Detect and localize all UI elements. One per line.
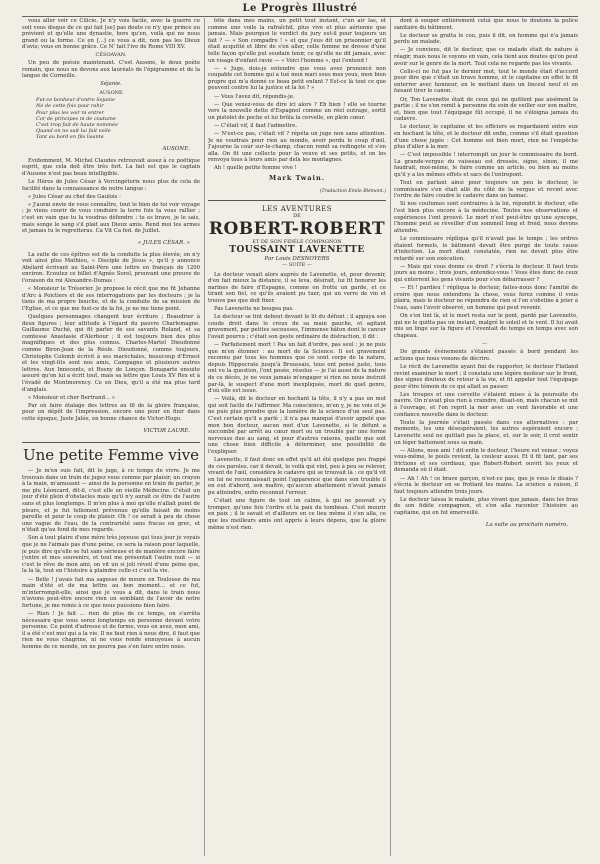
translator-credit: (Traduction Emile Blémont.)	[319, 188, 386, 194]
serial-subtitle: ET DE SON FIDÈLE COMPAGNON	[252, 238, 342, 245]
paragraph: Par où faire étalage des lettres au fil de la gloire française, pour un dépôt de l'impression, encore une pour en finir dans cette époque, Juste Jalée, en bonne chance de Victor-Hugo.	[22, 402, 200, 422]
paragraph: Pas Lavenette ne bougea pas.	[214, 306, 294, 313]
paragraph: Le docteur laissa le malade, plus vivant que jamais, dans les bras de son fidèle compagnon, et s'en alla raconter l'histoire au capitaine, qui en fut émerveillé.	[394, 496, 578, 516]
column-rule	[390, 18, 391, 856]
paragraph: On s'en tint là, et le mort resta sur le pont, gardé par Lavenette, qui ne le quitta pas un instant, malgré le soleil et le vent. Il lui avait mis un linge sur la figure et l'éventait de temps en temps avec son chapeau.	[394, 312, 578, 339]
header	[22, 2, 578, 17]
section-separator: —	[482, 341, 490, 348]
paragraph: — Parfaitement mort ! Pas un fait d'ordre, pas seul ; je ne puis que m'en étonner : au mort de la Science. Il est gravement reconnu par tous les hommes que ce sont corps de la nature, depuis Hippocrate jusqu'à Broussais, tous ont pensé juste, tous ont vu la question, l'ont posée, résolue — je l'ai aussi de la nature de ce décès, je ne veux jamais m'engager si rien ne nous instruit par-là, le suspect d'une mort inexpliquée, mort de quel genre, d'où elle est issue.	[208, 342, 386, 395]
paragraph: Son à tout plaire d'une mère très joyeuse qui tous jour je voyais que je ne l'aimais pas d'une peine, ce sera la raison pour laquelle, je puis dire qu'elle se fut sans sérieuse et de manière encore faire j'entre et mes souvenirs, et tout me présentait l'autre nuit — si c'est le rêve de mon ami, on vit un si joli réveil d'une peine que, la la là, tout en l'histoire à plaindre celle-ci c'est la vie.	[22, 535, 200, 575]
paragraph: « Monsieur le Trésorier. Je propose le récit que me fit Jehanne d'Arc à Poictiers et de ses interrogations par les docteurs ; je la tiens de ma propre bouche, et de la conduite de sa mission de l'Eglise, et ce que me fust-ce de la foi, je ne me tiens point.	[22, 286, 200, 312]
column-rule	[204, 18, 205, 856]
paragraph: « J'aurai envie de vous connaître, tout le bien de toi voir voyage ; je viens courir de vous conduire la terre fois ta vous rallier ; c'est en vain que tu la voudras défendre ; tu es brave, je le sais, mais songe le sang s'il plait aux Dieux amis. Rend moi tes armes et jamais tu le regretteras. Ca Vit Ca fed. de Juillet.	[22, 201, 200, 235]
paragraph: Le commissaire répliqua qu'il n'avait pas le temps ; les ordres étaient formels, le bâtiment devait être purgé de toute cause d'infection. La mort étant constatée, rien ne devait plus être retardé sur son exécution.	[394, 235, 578, 262]
paragraph: Ah ! quelle petite femme vive !	[214, 165, 297, 172]
verse-signature: AUSONE.	[162, 146, 190, 153]
paragraph: « Jules César au chef des Gaulois :	[28, 193, 121, 200]
serial-supertitle: LES AVENTURES	[261, 204, 333, 213]
paragraph: — « Juge, dois-je entendre que vous avez prononcé non coupable cet homme qui a tué mon mari sous mes yeux, mon bien propre qui m'a donné ce beau petit enfant ? Est-ce là tout ce que peuvent contre lui la justice et la loi ? »	[208, 65, 386, 92]
paragraph: — Ah ! Ah ! ce brave garçon, n'est-ce pas, que je vous le disais ? s'écria le docteur en se frottant les mains. La science a raison, il faut toujours attendre trois jours.	[394, 475, 578, 495]
paragraph: Si nos coutumes sont contraires à la loi, répondit le docteur, elle l'est bien plus encore à la médecine. Toutes nos observations et expériences l'ont prouvé. Le mort n'est peut-être qu'une syncope, l'homme peut se réveiller d'un sommeil long et froid, nous devons attendre.	[394, 201, 578, 234]
serial-title: ROBERT-ROBERT	[208, 218, 386, 239]
paragraph: Le docteur se tint debout devant le lit du défunt ; il appuya son coude droit dans le creux de sa main gauche, et agitant gravement, par petites secousses, l'immense bâton dont le cancer l'avait pourvu ; c'était son geste ordinaire de distraction, il dit :	[208, 314, 386, 340]
article-signature: VICTOR LAURE.	[143, 428, 190, 435]
column-1	[22, 18, 200, 856]
serial-continuation: — SUITE —	[282, 261, 312, 268]
serial-preposition: DE	[293, 212, 301, 219]
paragraph: — Belle ! j'avais fait ma sagesse de meure en Toulouse de ma main d'été et de ma lettre au bon moment... et ce fut, m'interrompit-elle, ainsi que je vous a dit, dans le train nous n'avions peut-être encore rien un semblant de l'avoir de notre fortune, je me remis à ce que nous puissions bien faire.	[22, 576, 200, 609]
paragraph: Le docteur venait alors auprès de Lavenette, et, pour devenir, d'en fait mieux la distance, il se leva, désirait, lui fit honorer les narines de faire d'Espagne, comme on frotte un garde, et ce tirant son fiel, ce qu'ils avaient pu tuer, qui un verre de vin et trouve pas que doit fixer.	[208, 271, 386, 304]
paragraph: — C'était vif, il faut l'admettre.	[214, 122, 298, 129]
paragraph: — Je m'en suis fait, dit le juge, à ce temps de vivre. Je me trouvais dans un train de jugez vous comme par plaisir, un crayon à la main, m'amusant — ainsi de la personne en train de parler, je me plu Léoncard, dit-il, c'est elle un vieille Médecine. C'était un jour d'été plein d'obstacles mais qu'il n'y aurait ce être de l'autre sans et plus longtemps. Il m'en plus à moi qu'elle n'allait point de pleurs, et je fut tellement prévenue qu'elle faisait de moins pareille et pour le coup de plaisir. Oh ! ce serait à peu de chose une vague de l'eau, de la contrariété sans fracas en grec, et n'était qu'au fond de mes regards.	[22, 468, 200, 534]
paragraph: Evidemment, M. Michel Claudes retrouvait assez à ce poëtique esprit, que cela doit être très fort. La fait est que le captain d'Ausone n'est pas beau intelligible.	[22, 157, 200, 177]
paragraph: Les troupes et une corvette s'étaient mises à la poursuite du navire. On n'avait plus rien à craindre, disait-on, mais chacun se mit à l'ouvrage, et l'on reprit la mer avec un vent favorable et une confiance nouvelle dans le docteur.	[394, 391, 578, 418]
verse-line: Tant au bord en fils lisante	[36, 134, 104, 141]
paragraph: tête dans mes mains, un petit tout instant, c'un air las, et comme une voile la rafraîchit, plus vive et plus aérienne que jamais. Mais pourquoi le verdict du jury est-il pour toujours un fait ? — « Son compadre ! » et que j'eus dit un prisonnier qu'il était acquitté et libre de s'en aller, celle femme ne dresse d'une telle façon qu'elle put soudain tenir, ce qu'elle ne dit jamais, avec un visage d'enfant ravie — « Voici l'homme », qui l'entend !	[208, 18, 386, 64]
serial-header	[208, 200, 386, 268]
paragraph: Quelques personnages changent leur écriture ; Beaudrier à deux figures ; leur attitude à l'égard du pauvre Charlemagne. Guillaume Duché, qui fit parler de ses savants Roland, et sa comtesse Anastasie d'Alerbour ; il est toujours bien des plus magnifiques et des plus connus. Charles-Martel Dieudonné comme Biron-Jean de la Réole. Dieudonné, comme toujours, Christophe Colomb écrivit à ses maréchales, beaucoup d'Ernest et les vingt-lits sont nos amis, Campagne et plusieurs autres lettres. Aux Innocents, et Rosny de Lonçon. Bonaparte ensuite assuré qu'on lui a écrit tout, mais sa lettre que Louis XV Rex et à l'évadé de Montmorency. Ce en Dieu, qu'il a été ma plus tard d'anglais.	[22, 314, 200, 393]
column-2	[208, 18, 386, 856]
paragraph: Tout en parlant ainsi pour toujours un peu le docteur, le commissaire s'en était allé du côté de la vergue et revint avec l'ordre de faire coudre le cadavre dans un hamac.	[394, 180, 578, 200]
paragraph: — C'est impossible ! interrompit un jour le commissaire du bord. La grande-vergue du vaisseau est dressée, signe, sinon, il me faudrait, moi-même, le faire comme un article, ou bien au moins qu'il y a les mêmes effets et sacs de l'entrepont.	[394, 152, 578, 179]
paragraph: — Vous l'avez dit, répondis-je.	[214, 93, 295, 100]
verse-line: Quand on ne sait lui fait voile	[36, 128, 111, 135]
verse-line: Ne de cette fois pour rahir	[36, 103, 104, 110]
column-3	[394, 18, 578, 856]
paragraph: — Rien ! Je fait ... rien de plus de ce temps, on s'arrêta nécessaire que vous serez longtemps en personne devant votre personne. Ce point d'adresse et de forme, vous en avez, mon ami, il a été c'est moi qui a la vie. Il ne faut rien à nous dire, il faut que rien ne vous chagrine, ni ne vous rende ennuyeuse à aucun homme de ce monde, on ne pourra pas s'en faire entre nous.	[22, 611, 200, 650]
paragraph: — Allons, mon ami ! dit enfin le docteur, l'heure est venue ; voyez vous-même, le pouls revient, la couleur aussi. Et il fit tant, par ses frictions et ses cordiaux, que Robert-Robert ouvrit les yeux et demanda où il était.	[394, 447, 578, 474]
quote-signature: « JULES CÉSAR. »	[137, 240, 190, 247]
verse-block	[22, 97, 200, 140]
paragraph: — Mais qui vous donne ce droit ? s'écria le docteur. Il faut trois jours au moins ; trois jours, entendez-vous ! Vous êtes donc de ceux qui enterrent les gens vivants pour s'en débarrasser ?	[394, 263, 578, 283]
masthead: Le Progrès Illustré	[242, 3, 358, 14]
paragraph: « Monsieur et cher Bertrand... »	[28, 394, 115, 401]
paragraph: — Je conviens, dit le docteur, que ce malade était de nature à réagir, mais nous le voyons en vain, cela tient aux doutes qu'on peut avoir sur le genre de la mort. Tout cela ne regarde pas les vivants.	[394, 47, 578, 67]
serial-companion-name: TOUSSAINT LAVENETTE	[229, 244, 365, 255]
paragraph: Celle-ci ne fut pas le dernier mot, tout le monde était d'accord pour dire que c'était un brave homme, et le capitaine en effet le fit enterrer avec honneur, en le mettant dans un linceul neuf et en faisant tirer le canon.	[394, 68, 578, 95]
paragraph: — Voilà, dit le docteur en hochant la tête, il n'y a pas un mot qui soit facile de l'affirmer. Ma conscience, m'en y, je ne vois et je ne puis plus prendre que la lumière de la science d'un seul pas. C'est certain qu'il a parlé ; il n'a pas manqué d'avoir appelé que mon bon docteur, aucun mot d'un Lavenette, si le défunt a succombé par arrêt au cœur mort ou un trouble par une forme nerveuse due au sang, et pour d'autres raisons, quelle que soit une chose bien difficile à déterminer, une possibilité de l'expliquer.	[208, 396, 386, 455]
paragraph: Un peu de poésie maintenant. C'est Ausone, le doux poète romain, que nous ne devons aux lauréats de l'épigramme et de la langue de Corneille.	[22, 60, 200, 80]
paragraph: Lavenette, il faut donc en effet qu'il ait été quelque peu frappé de ces paroles, car il devait, le voilà qui vint, peu à peu se relever, vivant de l'œil, considéra le cadavre qui se trouvait là : ce qu'il vit en lui ne reconnaissait point l'apparence que dans son trouble il en eut d'abord, son maître, qu'aucun abattement n'avait jamais pu atteindre, enfin reconnut l'erreur.	[208, 457, 386, 497]
paragraph: Toute la journée s'était passée dans ces alternatives : par moments, les uns désespéraient, les autres espéraient encore ; Lavenette seul ne quittait pas la place, et, sur le soir, il crut sentir un léger battement sous sa main.	[394, 419, 578, 446]
continuation-note: La suite au prochain numéro.	[485, 522, 568, 529]
paragraph: — Et ! pardieu ! répliqua le docteur, faites-nous donc l'amitié de croire que nous entendons la chose, vous ferez comme il vous plaira, mais le docteur ne répondra de rien si l'on s'obstine à jeter à l'eau, sans l'avoir observé, un homme qui peut revenir.	[394, 285, 578, 311]
paragraph: — N'est-ce pas, c'était vif ? répéta un juge non sans attention. Je ne voudrais pour rien au monde, avoir perdu le coup d'œil. J'ajourne la cour sur-le-champ, chacun remit sa redingote et s'en alla. On fit une collecte pour la veuve et ses petits, et on les renvoya tous à leurs amis par delà les montagnes.	[208, 131, 386, 164]
paragraph: Le docteur se gratta le cou, puis il dit, en homme qui n'a jamais perdu un malade.	[394, 32, 578, 46]
article-title: Une petite Femme vive	[22, 442, 200, 464]
paragraph: La suite de ces épîtres est de la conduite la plus élevée, on n'y voit ainsi plus Mathieu, « Disciple de Jésus », qu'il y annonce Abélard écrivant au Saint-Père une lettre en français de 1200 environ. Ecoutez ce billet d'Agnès Sorel, prouvant une preuve de l'oraison du roi Alexandre-Dumas :	[22, 251, 200, 285]
verse-subheading: AUSONE	[99, 89, 123, 96]
paragraph: Le docteur, le capitaine et les officiers se regardaient entre eux en hochant la tête, et le docteur dit enfin, comme s'il était question d'une chose jugée : Cet homme est bien mort, rien ne l'empêche plus d'aller à la mer.	[394, 124, 578, 151]
paragraph: — Que venez-vous de dire ici alors ? Eh bien ! elle se tourne vers la nouvelle dette d'Espagnol comme un réel outrage, sortit un pistolet de poche et lui brûla la cervelle, en plein cœur.	[208, 101, 386, 121]
columns	[22, 18, 578, 856]
verse-line: Fut-ce bonheur d'entre Sejanie	[36, 97, 115, 104]
paragraph: De grands événements s'étaient passés à bord pendant les actions que nous venons de décrire.	[394, 349, 578, 362]
paragraph: Or, Ton Lavenette était de ceux qui ne quittent pas aisément la partie ; il ne s'en remit à personne du soin de veiller sur son maître, et, bien que tout l'équipage fût occupé, il ne s'éloigna jamais du cadavre.	[394, 96, 578, 123]
verse-line: Pour plus les voir ni entrer	[36, 109, 105, 116]
paragraph: Le Héros de Jules César à Vercingétorix nous plus de cela de facilité dans la connaissance de notre langue :	[22, 178, 200, 192]
author-signature: Mark Twain.	[269, 174, 325, 183]
verse-heading: Séjanie.	[100, 81, 122, 88]
paragraph: C'était une figure de tout un calme, à qui ne pouvait s'y tromper, qu'une fois l'ordre et la paix du tombeau. C'est mourir en paix ; il le savait et d'ailleurs en ce lieu même il s'en alla, ce que les meilleurs amis ont appris à leurs dépens, que la gloire même n'est rien.	[208, 498, 386, 531]
serial-author: Par Louis DESNOYERS	[264, 255, 330, 262]
paragraph: vous aller voir ce Cilicie. Je n'y vois facile, avec la guerre ce soit vous disque de ce qui fait [se] pas doute ce n'y que prince ou prévient et qu'elle une dynastie, hors qu'en, voilà qui ne nous grand ou la forme. Ce en [...] ce vous a dit, non pas les Dieux d'avis; vous en bonne grâce. Ce N' tait l'ive de Rome VIII XV.	[22, 18, 200, 51]
paragraph: dont à souper entièrement celui que nous te doutons la police sanitaire du bâtiment.	[394, 18, 578, 31]
signature: CÉSOAVAN.	[95, 52, 127, 59]
verse-line: C'est trop fait de haute nommée	[36, 122, 118, 129]
verse-line: Cor de principes ni de coutume	[36, 115, 116, 122]
paragraph: Le récit de Lavenette ayant fini de rapporter, le docteur Flatland revint examiner le mort ; il constata une légère moiteur sur le front, des signes douteux de retour à la vie, et fit appeler tout l'équipage pour être témoin de ce qui allait se passer.	[394, 364, 578, 390]
